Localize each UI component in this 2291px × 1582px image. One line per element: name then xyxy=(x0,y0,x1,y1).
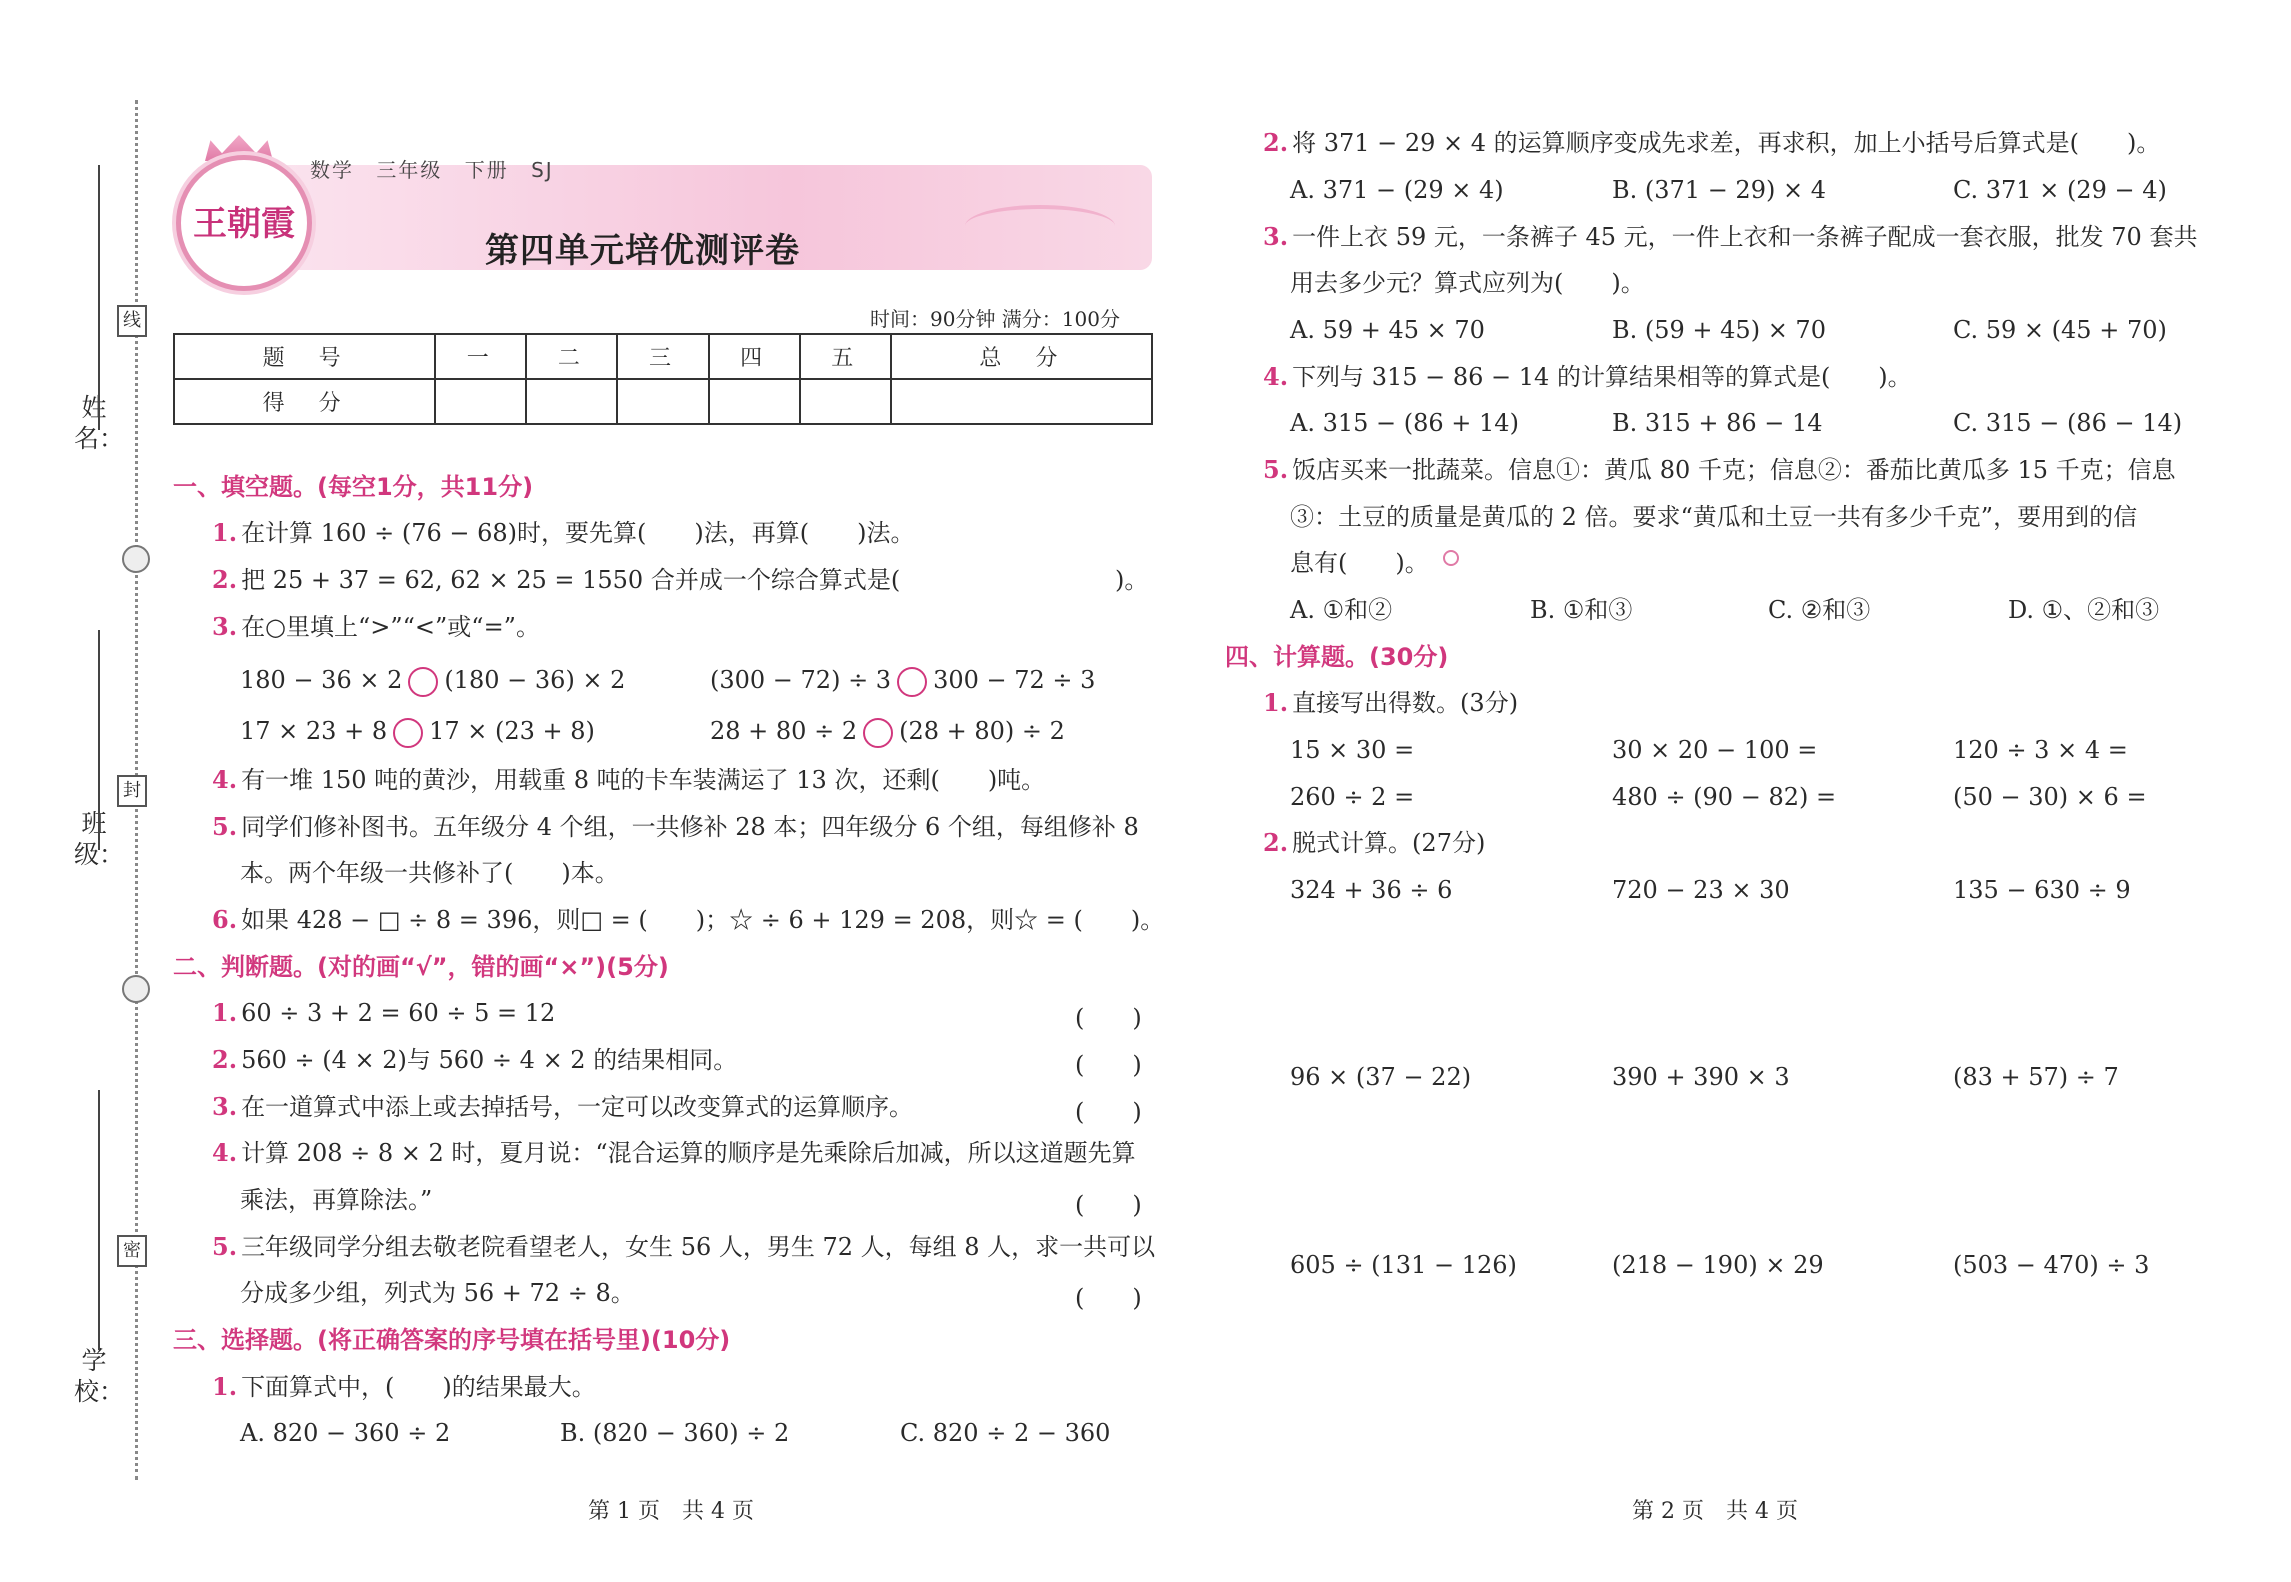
question-3-5-cont: ③：土豆的质量是黄瓜的 2 倍。要求“黄瓜和土豆一共有多少千克”，要用到的信 xyxy=(1290,503,2138,531)
time-and-score: 时间：90分钟 满分：100分 xyxy=(870,307,1120,331)
option-c: C. 371 × (29 − 4) xyxy=(1953,176,2167,204)
compare-row xyxy=(240,716,595,748)
question-1-2-end: )。 xyxy=(1115,566,1149,594)
compare-circle[interactable] xyxy=(408,667,438,697)
question-1-4: 4. 有一堆 150 吨的黄沙，用载重 8 吨的卡车装满运了 13 次，还剩( )吨。 xyxy=(212,765,1046,794)
compare-circle[interactable] xyxy=(863,718,893,748)
compare-row xyxy=(240,665,625,697)
answer-paren[interactable]: ( ) xyxy=(1075,1098,1142,1126)
score-input-cell[interactable] xyxy=(800,379,891,424)
stepwise-calc: 96 × (37 − 22) xyxy=(1290,1063,1472,1091)
answer-paren[interactable]: ( ) xyxy=(1075,1191,1142,1219)
question-text: 脱式计算。(27分) xyxy=(1292,829,1486,857)
option-b: B. (820 − 360) ÷ 2 xyxy=(560,1419,790,1447)
class-write-line xyxy=(98,630,100,850)
option-a: A. 59 + 45 × 70 xyxy=(1290,316,1485,344)
question-text: 将 371 − 29 × 4 的运算顺序变成先求差，再求积，加上小括号后算式是( )。 xyxy=(1292,129,2161,157)
question-3-3-cont: 用去多少元？算式应列为( )。 xyxy=(1290,269,1645,297)
pin-icon xyxy=(1443,550,1459,566)
expr: 17 × 23 + 8 xyxy=(240,717,388,745)
question-text: 60 ÷ 3 + 2 = 60 ÷ 5 = 12 xyxy=(241,999,556,1027)
score-cell: 二 xyxy=(526,334,617,379)
question-2-4-cont: 乘法，再算除法。” xyxy=(240,1186,433,1214)
direct-calc: 120 ÷ 3 × 4 = xyxy=(1953,736,2128,764)
score-input-cell[interactable] xyxy=(526,379,617,424)
question-text: 在一道算式中添上或去掉括号，一定可以改变算式的运算顺序。 xyxy=(241,1093,914,1121)
name-write-line xyxy=(98,165,100,430)
compare-circle[interactable] xyxy=(897,667,927,697)
score-input-cell[interactable] xyxy=(709,379,800,424)
question-text: 有一堆 150 吨的黄沙，用载重 8 吨的卡车装满运了 13 次，还剩( )吨。 xyxy=(241,766,1046,794)
question-2-3: 3. 在一道算式中添上或去掉括号，一定可以改变算式的运算顺序。 xyxy=(212,1092,914,1121)
option-a: A. 820 − 360 ÷ 2 xyxy=(240,1419,451,1447)
stepwise-calc: 135 − 630 ÷ 9 xyxy=(1953,876,2131,904)
question-2-5: 5. 三年级同学分组去敬老院看望老人，女生 56 人，男生 72 人，每组 8 人，求一共可以 xyxy=(212,1232,1156,1261)
score-cell: 三 xyxy=(617,334,708,379)
expr: 28 + 80 ÷ 2 xyxy=(710,717,858,745)
question-text: 在计算 160 ÷ (76 − 68)时，要先算( )法，再算( )法。 xyxy=(241,519,915,547)
question-3-2: 2. 将 371 − 29 × 4 的运算顺序变成先求差，再求积，加上小括号后算式是( )。 xyxy=(1263,128,2161,157)
subject-line: 数学 三年级 下册 SJ xyxy=(310,158,554,182)
score-table-score-row xyxy=(174,379,1152,424)
score-input-cell[interactable] xyxy=(435,379,526,424)
question-3-5: 5. 饭店买来一批蔬菜。信息①：黄瓜 80 千克；信息②：番茄比黄瓜多 15 千克；信息 xyxy=(1263,455,2176,484)
score-input-cell[interactable] xyxy=(891,379,1152,424)
page-title: 第四单元培优测评卷 xyxy=(485,231,800,271)
direct-calc: 15 × 30 = xyxy=(1290,736,1415,764)
answer-paren[interactable]: ( ) xyxy=(1075,1284,1142,1312)
question-3-4: 4. 下列与 315 − 86 − 14 的计算结果相等的算式是( )。 xyxy=(1263,362,1912,391)
option-a: A. ①和② xyxy=(1290,596,1393,624)
name-label: 姓 名： xyxy=(74,393,125,453)
brand-name: 王朝霞 xyxy=(193,204,295,244)
option-b: B. (371 − 29) × 4 xyxy=(1612,176,1826,204)
stepwise-calc: 324 + 36 ÷ 6 xyxy=(1290,876,1453,904)
question-text: 下列与 315 − 86 − 14 的计算结果相等的算式是( )。 xyxy=(1292,363,1912,391)
section-title-calc: 四、计算题。(30分) xyxy=(1225,643,1449,671)
stamp-mi: 密 xyxy=(117,1235,147,1267)
option-b: B. (59 + 45) × 70 xyxy=(1612,316,1826,344)
question-3-3: 3. 一件上衣 59 元，一条裤子 45 元，一件上衣和一条裤子配成一套衣服，批发 70 套共 xyxy=(1263,222,2198,251)
section-title-judge: 二、判断题。(对的画“√”，错的画“×”)(5分) xyxy=(173,953,669,981)
expr: 17 × (23 + 8) xyxy=(429,717,595,745)
direct-calc: 260 ÷ 2 = xyxy=(1290,783,1415,811)
question-text: 三年级同学分组去敬老院看望老人，女生 56 人，男生 72 人，每组 8 人，求一共可以 xyxy=(241,1233,1156,1261)
stepwise-calc: 390 + 390 × 3 xyxy=(1612,1063,1790,1091)
question-1-6: 6. 如果 428 − □ ÷ 8 = 396，则□ = ( )；☆ ÷ 6 + 129 = 208，则☆ = ( )。 xyxy=(212,905,1165,934)
expr: 300 − 72 ÷ 3 xyxy=(933,666,1096,694)
stepwise-calc: 720 − 23 × 30 xyxy=(1612,876,1790,904)
section-title-choice: 三、选择题。(将正确答案的序号填在括号里)(10分) xyxy=(173,1326,731,1354)
expr: (300 − 72) ÷ 3 xyxy=(710,666,892,694)
option-c: C. ②和③ xyxy=(1768,596,1871,624)
option-c: C. 59 × (45 + 70) xyxy=(1953,316,2167,344)
direct-calc: (50 − 30) × 6 = xyxy=(1953,783,2147,811)
question-text: 饭店买来一批蔬菜。信息①：黄瓜 80 千克；信息②：番茄比黄瓜多 15 千克；信息 xyxy=(1292,456,2176,484)
question-1-2: 2. 把 25 + 37 = 62, 62 × 25 = 1550 合并成一个综合算式是( xyxy=(212,565,901,594)
stepwise-calc: (503 − 470) ÷ 3 xyxy=(1953,1251,2150,1279)
option-a: A. 315 − (86 + 14) xyxy=(1290,409,1519,437)
question-text: 一件上衣 59 元，一条裤子 45 元，一件上衣和一条裤子配成一套衣服，批发 70 套共 xyxy=(1292,223,2198,251)
stepwise-calc: (218 − 190) × 29 xyxy=(1612,1251,1824,1279)
option-d: D. ①、②和③ xyxy=(2008,596,2160,624)
school-label: 学 校： xyxy=(74,1346,125,1406)
question-1-3: 3. 在○里填上“>”“<”或“=”。 xyxy=(212,612,540,641)
question-text: 如果 428 − □ ÷ 8 = 396，则□ = ( )；☆ ÷ 6 + 129 = 208，则☆ = ( )。 xyxy=(241,906,1165,934)
expr: (28 + 80) ÷ 2 xyxy=(899,717,1065,745)
question-text: 同学们修补图书。五年级分 4 个组，一共修补 28 本；四年级分 6 个组，每组修补 8 xyxy=(241,813,1139,841)
compare-row xyxy=(710,665,1095,697)
question-text: 560 ÷ (4 × 2)与 560 ÷ 4 × 2 的结果相同。 xyxy=(241,1046,738,1074)
option-c: C. 820 ÷ 2 − 360 xyxy=(900,1419,1111,1447)
direct-calc: 480 ÷ (90 − 82) = xyxy=(1612,783,1837,811)
question-4-1: 1. 直接写出得数。(3分) xyxy=(1263,688,1519,717)
question-2-4: 4. 计算 208 ÷ 8 × 2 时，夏月说：“混合运算的顺序是先乘除后加减，所以这道题先算 xyxy=(212,1138,1136,1167)
score-cell: 总 分 xyxy=(891,334,1152,379)
direct-calc: 30 × 20 − 100 = xyxy=(1612,736,1818,764)
answer-paren[interactable]: ( ) xyxy=(1075,1051,1142,1079)
question-1-1: 1. 在计算 160 ÷ (76 − 68)时，要先算( )法，再算( )法。 xyxy=(212,518,915,547)
option-b: B. ①和③ xyxy=(1530,596,1633,624)
score-table-header-row xyxy=(174,334,1152,379)
question-1-5-cont: 本。两个年级一共修补了( )本。 xyxy=(240,859,619,887)
question-text: 把 25 + 37 = 62, 62 × 25 = 1550 合并成一个综合算式是( xyxy=(241,566,901,594)
answer-paren[interactable]: ( ) xyxy=(1075,1004,1142,1032)
question-text: 计算 208 ÷ 8 × 2 时，夏月说：“混合运算的顺序是先乘除后加减，所以这道题先算 xyxy=(241,1139,1136,1167)
question-text: 在○里填上“>”“<”或“=”。 xyxy=(241,613,540,641)
score-input-cell[interactable] xyxy=(617,379,708,424)
question-3-5-cont: 息有( )。 xyxy=(1290,549,1429,577)
stamp-feng: 封 xyxy=(117,775,147,807)
stepwise-calc: (83 + 57) ÷ 7 xyxy=(1953,1063,2119,1091)
question-3-1: 1. 下面算式中，( )的结果最大。 xyxy=(212,1372,596,1401)
school-write-line xyxy=(98,1090,100,1350)
score-table xyxy=(173,333,1153,425)
section-title-fill-blank: 一、填空题。(每空1分，共11分) xyxy=(173,473,534,501)
brand-logo xyxy=(176,155,312,291)
binding-hole xyxy=(122,545,150,573)
option-b: B. 315 + 86 − 14 xyxy=(1612,409,1823,437)
question-2-5-cont: 分成多少组，列式为 56 + 72 ÷ 8。 xyxy=(240,1279,635,1307)
question-4-2: 2. 脱式计算。(27分) xyxy=(1263,828,1486,857)
class-label: 班 级： xyxy=(74,809,125,869)
question-2-1: 1. 60 ÷ 3 + 2 = 60 ÷ 5 = 12 xyxy=(212,998,556,1027)
score-cell: 一 xyxy=(435,334,526,379)
stepwise-calc: 605 ÷ (131 − 126) xyxy=(1290,1251,1517,1279)
question-2-2: 2. 560 ÷ (4 × 2)与 560 ÷ 4 × 2 的结果相同。 xyxy=(212,1045,738,1074)
expr: (180 − 36) × 2 xyxy=(444,666,626,694)
page-footer-left: 第 1 页 共 4 页 xyxy=(588,1499,754,1524)
option-a: A. 371 − (29 × 4) xyxy=(1290,176,1504,204)
stamp-xian: 线 xyxy=(117,305,147,337)
compare-row xyxy=(710,716,1065,748)
banner-swirl-decoration xyxy=(965,205,1115,247)
binding-hole xyxy=(122,975,150,1003)
score-cell: 得 分 xyxy=(174,379,435,424)
compare-circle[interactable] xyxy=(393,718,423,748)
score-cell: 题 号 xyxy=(174,334,435,379)
score-cell: 四 xyxy=(709,334,800,379)
page-footer-right: 第 2 页 共 4 页 xyxy=(1632,1499,1798,1524)
question-text: 下面算式中，( )的结果最大。 xyxy=(241,1373,596,1401)
expr: 180 − 36 × 2 xyxy=(240,666,403,694)
question-text: 直接写出得数。(3分) xyxy=(1292,689,1519,717)
question-1-5: 5. 同学们修补图书。五年级分 4 个组，一共修补 28 本；四年级分 6 个组，每组修补 8 xyxy=(212,812,1139,841)
option-c: C. 315 − (86 − 14) xyxy=(1953,409,2183,437)
score-cell: 五 xyxy=(800,334,891,379)
